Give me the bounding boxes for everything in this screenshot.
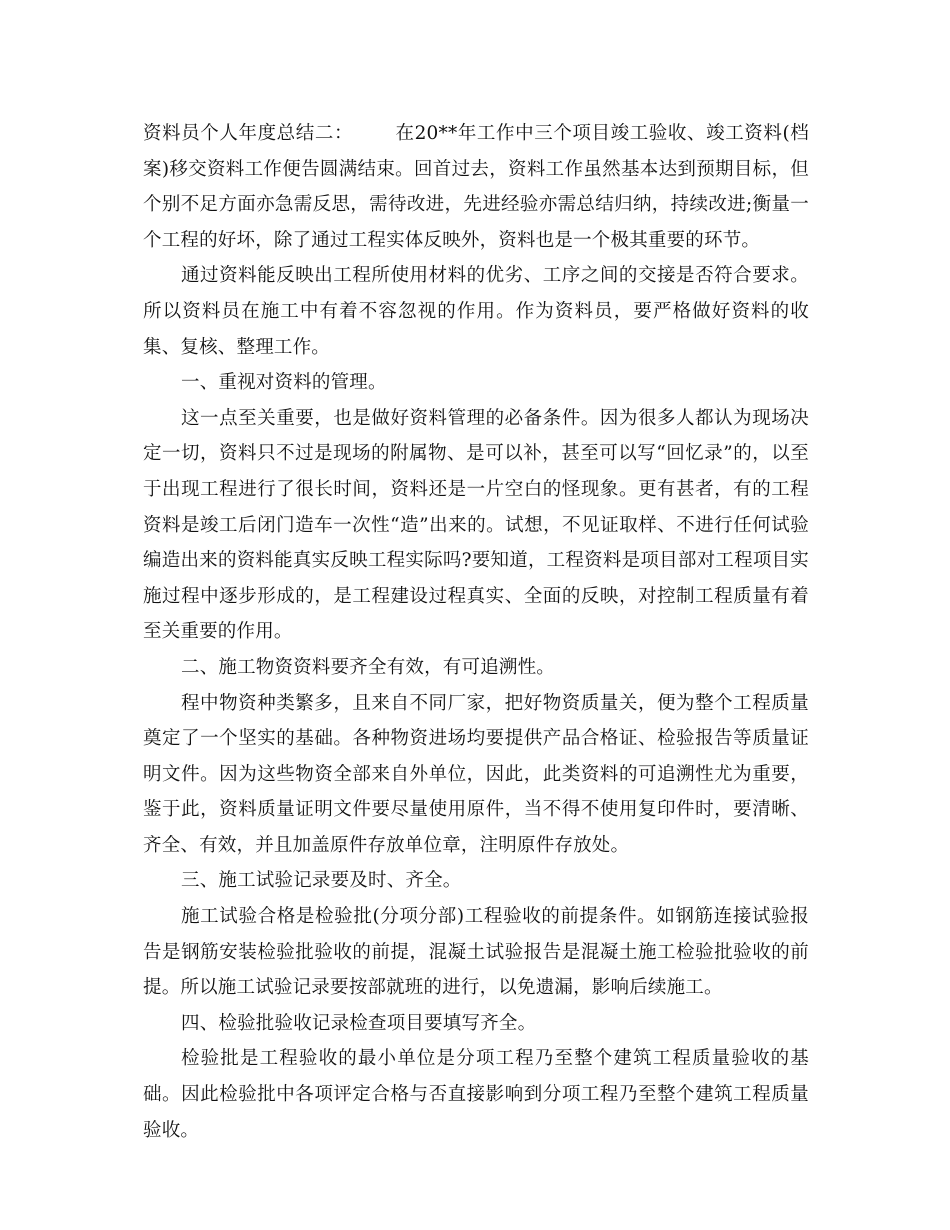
section-2-heading: 二、施工物资资料要齐全有效，有可追溯性。 xyxy=(181,656,556,678)
section-3-heading: 三、施工试验记录要及时、齐全。 xyxy=(181,870,462,892)
section-1-heading: 一、重视对资料的管理。 xyxy=(181,372,387,394)
document-body xyxy=(143,116,809,1148)
intro-text: 在20**年工作中三个项目竣工验收、竣工资料(档案)移交资料工作便告圆满结束。回首过去，资料工作虽然基本达到预期目标，但个别不足方面亦急需反思，需待改进，先进经验亦需总结归纳，持续改进;衡量一个工程的好坏，除了通过工程实体反映外，资料也是一个极其重要的环节。 xyxy=(143,123,810,251)
document-title: 资料员个人年度总结二： xyxy=(143,123,354,144)
paragraph-2: 通过资料能反映出工程所使用材料的优劣、工序之间的交接是否符合要求。所以资料员在施工中有着不容忽视的作用。作为资料员，要严格做好资料的收集、复核、整理工作。 xyxy=(143,265,809,358)
section-1-body: 这一点至关重要，也是做好资料管理的必备条件。因为很多人都认为现场决定一切，资料只不过是现场的附属物、是可以补，甚至可以写“回忆录”的，以至于出现工程进行了很长时间，资料还是一片空白的怪现象。更有甚者，有的工程资料是竣工后闭门造车一次性“造”出来的。试想，不见证取样、不进行任何试验编造出来的资料能真实反映工程实际吗?要知道，工程资料是项目部对工程项目实施过程中逐步形成的，是工程建设过程真实、全面的反映，对控制工程质量有着至关重要的作用。 xyxy=(143,407,809,643)
intro-paragraph xyxy=(143,116,809,258)
section-2-body: 程中物资种类繁多，且来自不同厂家，把好物资质量关，便为整个工程质量奠定了一个坚实的基础。各种物资进场均要提供产品合格证、检验报告等质量证明文件。因为这些物资全部来自外单位，因此，此类资料的可追溯性尤为重要，鉴于此，资料质量证明文件要尽量使用原件，当不得不使用复印件时，要清晰、齐全、有效，并且加盖原件存放单位章，注明原件存放处。 xyxy=(143,692,809,856)
section-4-body: 检验批是工程验收的最小单位是分项工程乃至整个建筑工程质量验收的基础。因此检验批中各项评定合格与否直接影响到分项工程乃至整个建筑工程质量验收。 xyxy=(143,1048,809,1141)
section-4-heading: 四、检验批验收记录检查项目要填写齐全。 xyxy=(181,1012,537,1034)
section-3-body: 施工试验合格是检验批(分项分部)工程验收的前提条件。如钢筋连接试验报告是钢筋安装检验批验收的前提，混凝土试验报告是混凝土施工检验批验收的前提。所以施工试验记录要按部就班的进行，以免遗漏，影响后续施工。 xyxy=(143,906,809,999)
